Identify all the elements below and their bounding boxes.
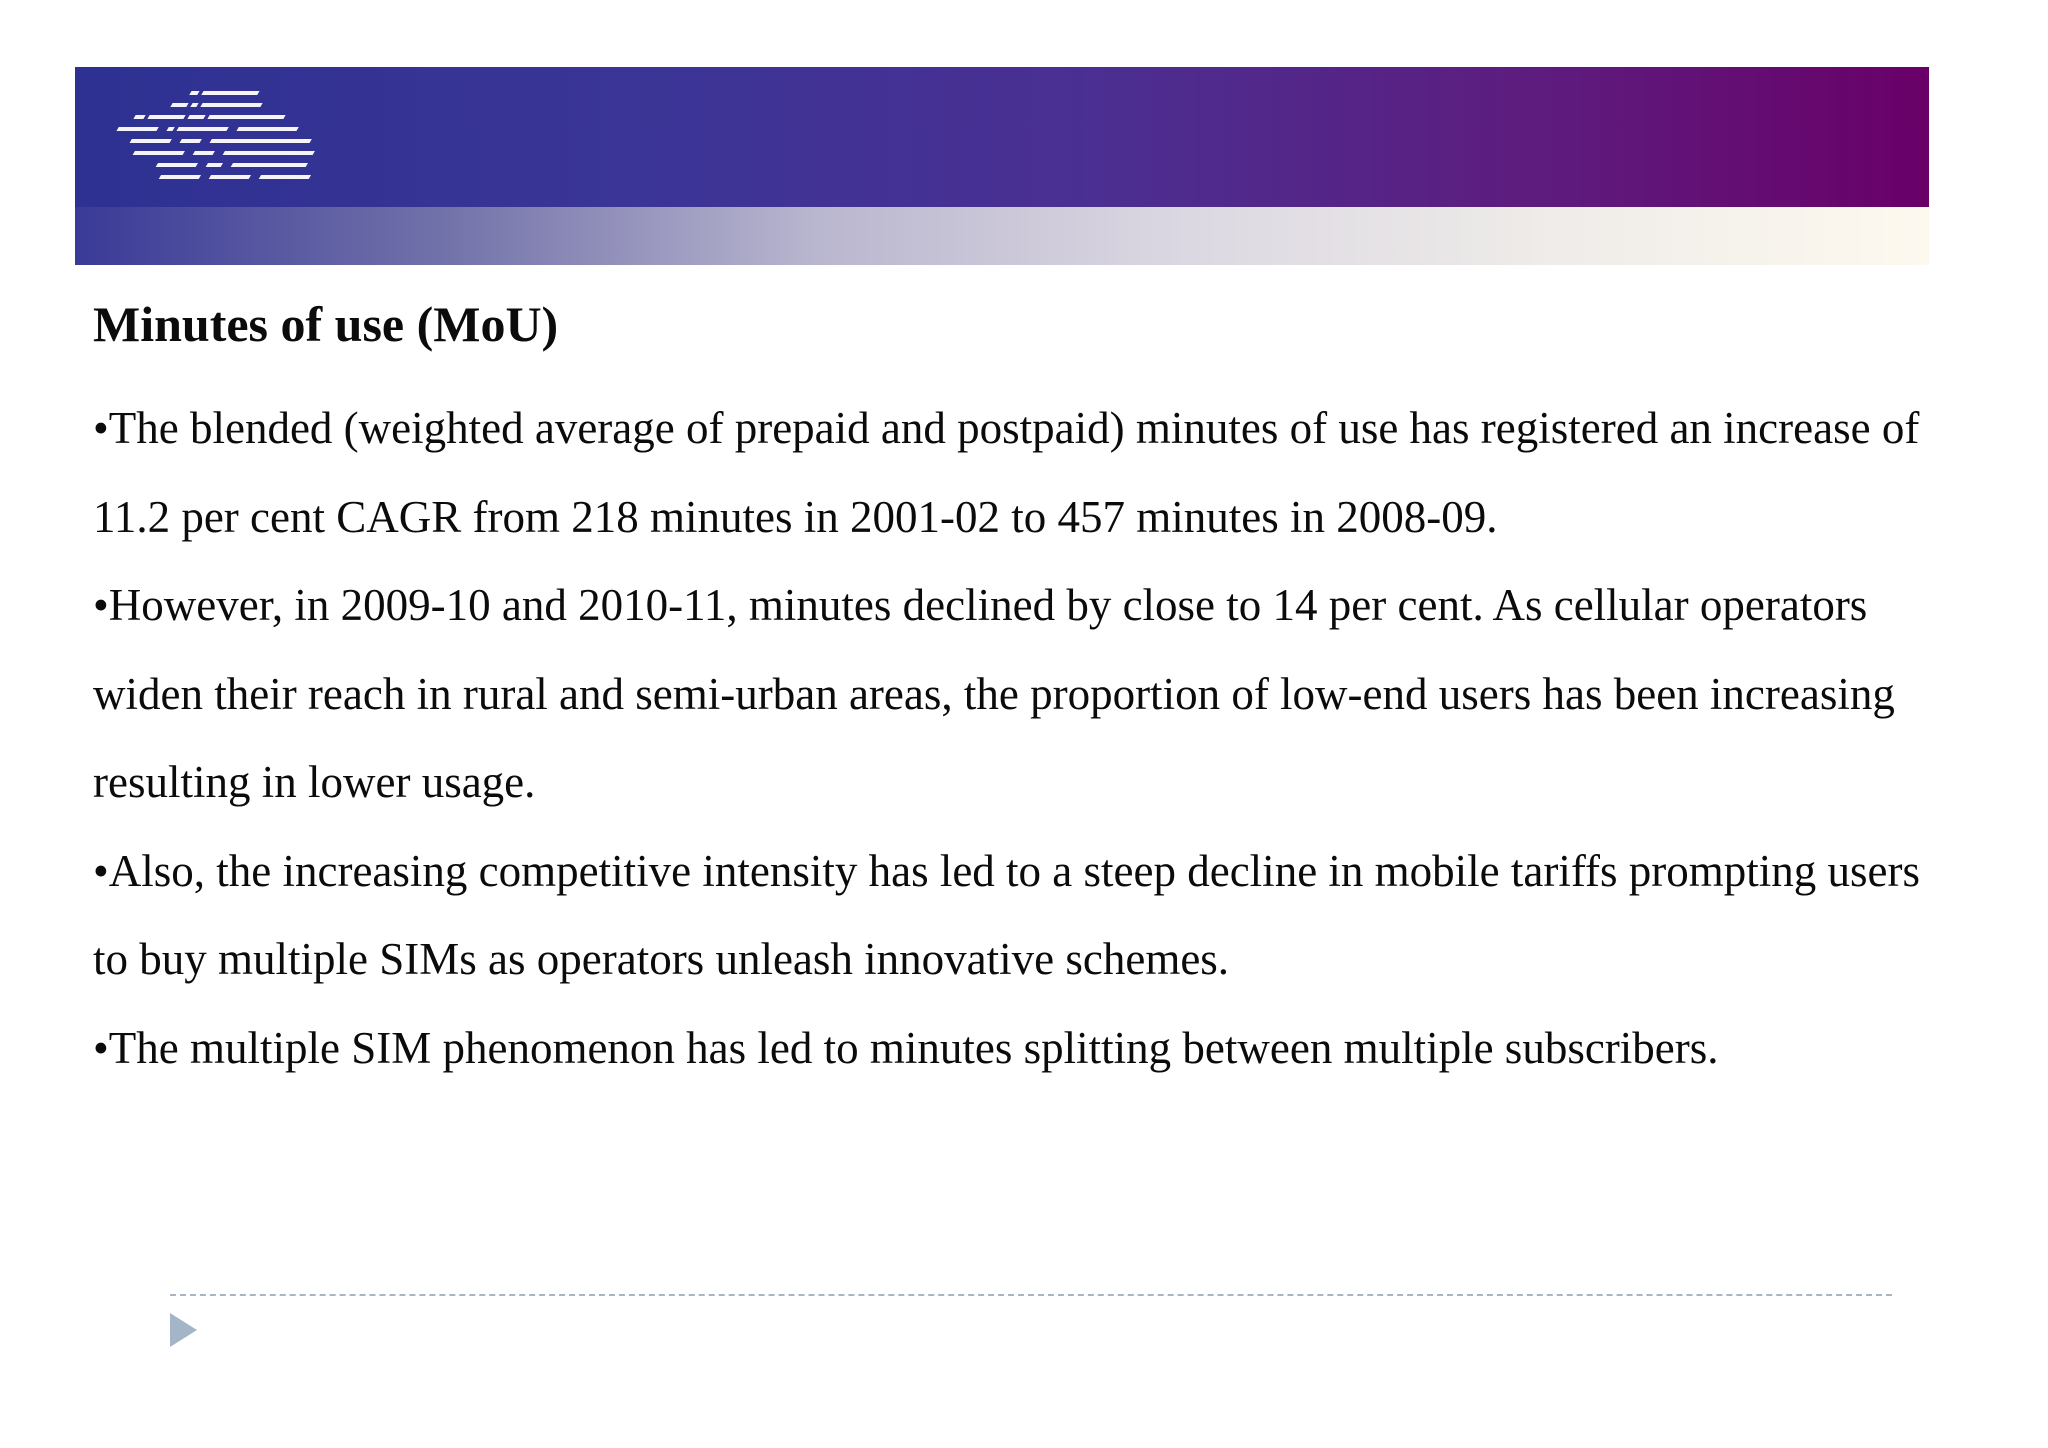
bullet-item: •Also, the increasing competitive intensity has led to a steep decline in mobile tariffs prompting users to buy multiple SIMs as operators unleash innovative schemes. bbox=[93, 845, 1921, 984]
bullet-list bbox=[93, 384, 1953, 1092]
triangle-right-icon bbox=[170, 1313, 197, 1347]
striped-logo-icon bbox=[103, 85, 343, 195]
footer-divider bbox=[170, 1294, 1892, 1296]
slide-title: Minutes of use (MoU) bbox=[93, 296, 559, 352]
header-gradient bbox=[75, 67, 1929, 207]
header-fade-strip bbox=[75, 207, 1929, 265]
bullet-item: •However, in 2009-10 and 2010-11, minutes declined by close to 14 per cent. As cellular operators widen their reach in rural and semi-urban areas, the proportion of low-end users has been increasing resulting in lower usage. bbox=[93, 580, 1895, 807]
header-banner bbox=[75, 67, 1929, 265]
bullet-item: •The multiple SIM phenomenon has led to minutes splitting between multiple subscribers. bbox=[93, 1022, 1719, 1073]
bullet-item: •The blended (weighted average of prepaid and postpaid) minutes of use has registered an increase of 11.2 per cent CAGR from 218 minutes in 2001-02 to 457 minutes in 2008-09. bbox=[93, 403, 1920, 542]
